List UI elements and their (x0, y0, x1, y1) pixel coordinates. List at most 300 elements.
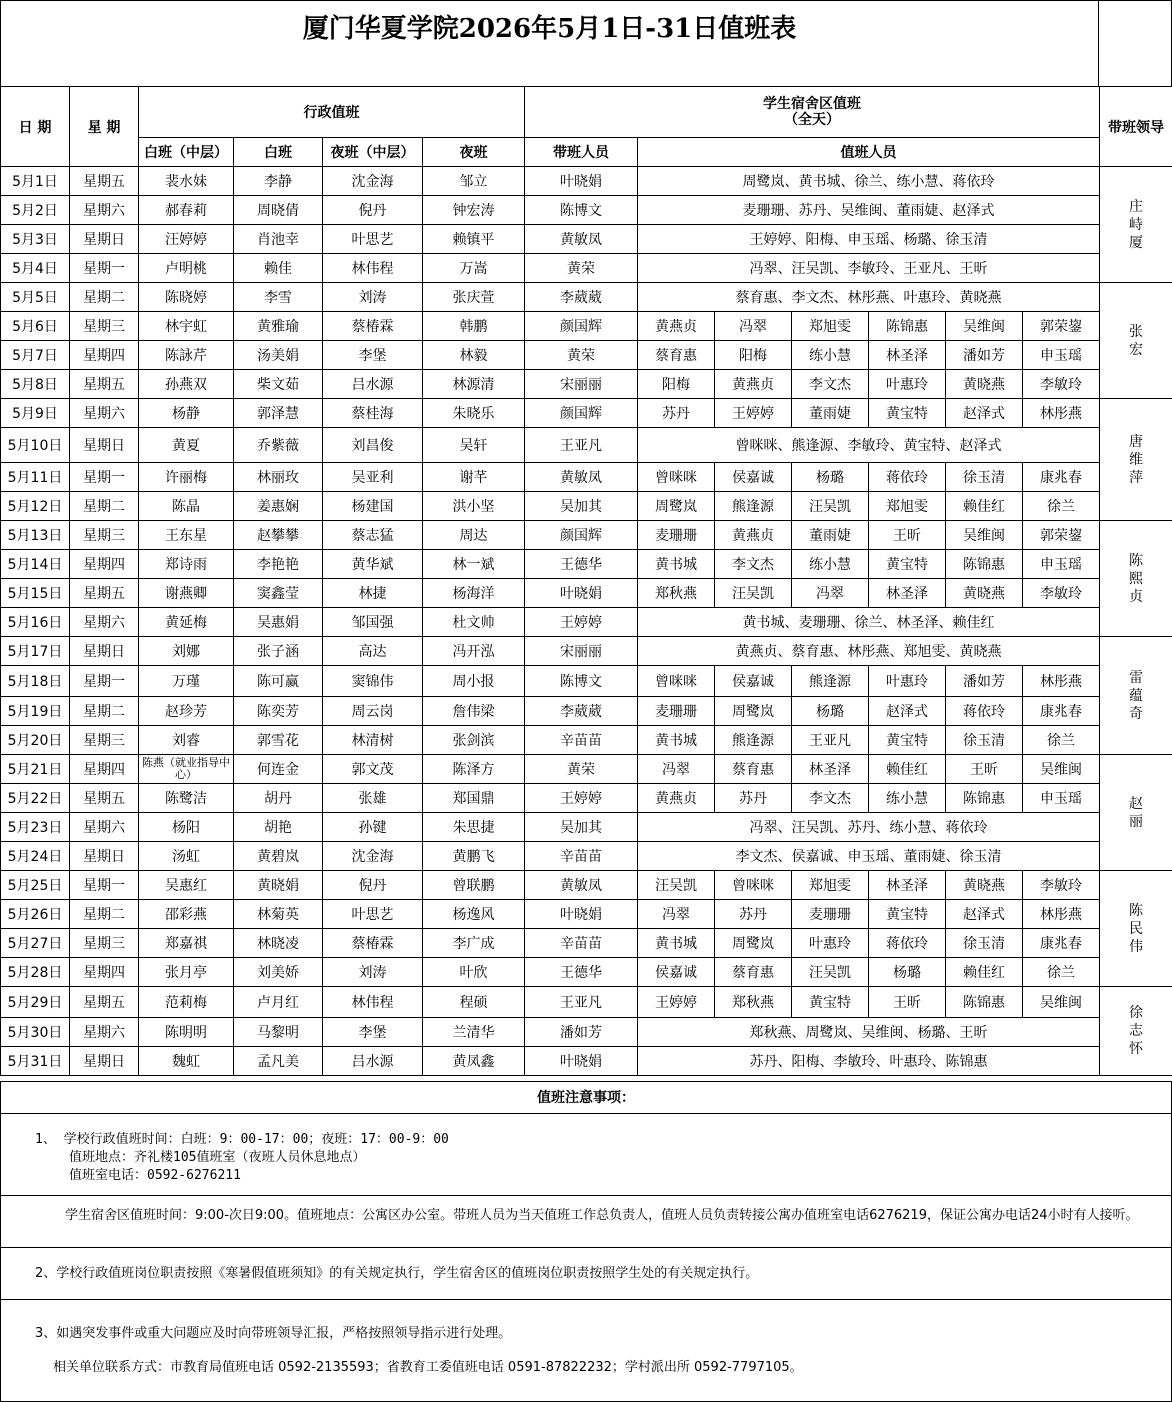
dorm-staff-cell: 陈锦惠 (869, 312, 946, 341)
header-dorm-title: 学生宿舍区值班 (763, 96, 861, 112)
dorm-lead-cell: 叶晓娟 (525, 1047, 638, 1076)
dorm-staff-cell: 郭荣鋆 (1023, 312, 1100, 341)
weekday-cell: 星期六 (70, 813, 139, 842)
day-cell: 郭雪花 (234, 726, 323, 755)
leader-cell (1100, 755, 1172, 871)
night-mid-cell: 刘涛 (323, 958, 423, 987)
leader-name: 徐志怀 (1129, 1005, 1144, 1057)
duty-row (1, 697, 1172, 726)
night-cell: 张庆萱 (423, 283, 525, 312)
weekday-cell: 星期一 (70, 254, 139, 283)
note-emergency-text: 3、如遇突发事件或重大问题应及时向带班领导汇报，严格按照领导指示进行处理。 (35, 1326, 512, 1341)
leader-name: 陈熙贞 (1129, 552, 1144, 605)
dorm-staff-cell: 陈锦惠 (946, 550, 1023, 579)
day-cell: 姜惠娴 (234, 492, 323, 521)
dorm-staff-cell: 黄宝特 (869, 550, 946, 579)
leader-cell (1100, 399, 1172, 521)
dorm-staff-cell: 王昕 (869, 521, 946, 550)
night-cell: 林一斌 (423, 550, 525, 579)
night-mid-cell: 邹国强 (323, 608, 423, 637)
day-cell: 赵攀攀 (234, 521, 323, 550)
dorm-staff-cell: 黄书城 (638, 929, 715, 958)
leader-name: 唐维萍 (1129, 433, 1144, 486)
night-mid-cell: 孙键 (323, 813, 423, 842)
night-mid-cell: 张雄 (323, 784, 423, 813)
note-admin-duty (0, 1113, 1172, 1196)
dorm-staff-cell: 汪吴凯 (792, 958, 869, 987)
dorm-staff-cell: 潘如芳 (946, 341, 1023, 370)
note-admin-time: 1、 学校行政值班时间：白班：9：00-17：00；夜班：17：00-9：00 (35, 1132, 449, 1147)
weekday-cell: 星期一 (70, 666, 139, 697)
duty-row (1, 463, 1172, 492)
dorm-staff-cell: 黄书城 (638, 550, 715, 579)
header-admin-duty: 行政值班 (139, 87, 525, 138)
dorm-staff-cell: 申玉瑶 (1023, 341, 1100, 370)
date-cell: 5月28日 (1, 958, 70, 987)
dorm-staff-cell: 徐玉清 (946, 929, 1023, 958)
dorm-staff-cell: 黄燕贞 (638, 784, 715, 813)
date-cell: 5月6日 (1, 312, 70, 341)
dorm-staff-cell: 蒋依玲 (946, 697, 1023, 726)
dorm-staff-cell: 熊逢源 (715, 726, 792, 755)
weekday-cell: 星期三 (70, 726, 139, 755)
weekday-cell: 星期日 (70, 225, 139, 254)
date-cell: 5月5日 (1, 283, 70, 312)
dorm-staff-cell: 黄燕贞 (715, 521, 792, 550)
night-mid-cell: 沈金海 (323, 842, 423, 871)
dorm-staff-cell: 徐玉清 (946, 726, 1023, 755)
note-responsibilities: 2、学校行政值班岗位职责按照《寒暑假值班须知》的有关规定执行，学生宿舍区的值班岗位职责按照学生处的有关规定执行。 (0, 1247, 1172, 1300)
date-cell: 5月14日 (1, 550, 70, 579)
night-cell: 黄凤鑫 (423, 1047, 525, 1076)
night-mid-cell: 周云岗 (323, 697, 423, 726)
date-cell: 5月9日 (1, 399, 70, 428)
day-mid-cell: 许丽梅 (139, 463, 234, 492)
leader-name: 张宏 (1129, 323, 1144, 358)
dorm-staff-cell: 赵泽式 (946, 399, 1023, 428)
dorm-staff-cell: 吴维闽 (946, 521, 1023, 550)
header-dorm-lead: 带班人员 (525, 138, 638, 167)
dorm-staff-cell: 申玉瑶 (1023, 550, 1100, 579)
dorm-staff-cell: 吴维闽 (1023, 987, 1100, 1018)
day-mid-cell: 刘睿 (139, 726, 234, 755)
dorm-staff-cell: 周鹭岚、黄书城、徐兰、练小慧、蒋依玲 (638, 167, 1100, 196)
leader-cell (1100, 521, 1172, 637)
weekday-cell: 星期日 (70, 637, 139, 666)
duty-row (1, 987, 1172, 1018)
night-cell: 杜文帅 (423, 608, 525, 637)
dorm-staff-cell: 李文杰 (715, 550, 792, 579)
duty-row (1, 254, 1172, 283)
dorm-staff-cell: 康兆春 (1023, 929, 1100, 958)
dorm-staff-cell: 练小慧 (792, 341, 869, 370)
dorm-staff-cell: 蔡育惠 (715, 755, 792, 784)
dorm-staff-cell: 郭荣鋆 (1023, 521, 1100, 550)
dorm-lead-cell: 王亚凡 (525, 428, 638, 463)
dorm-staff-cell: 王亚凡 (792, 726, 869, 755)
header-dorm-subtitle: （全天） (784, 112, 840, 128)
date-cell: 5月11日 (1, 463, 70, 492)
night-cell: 谢芊 (423, 463, 525, 492)
leader-cell (1100, 871, 1172, 987)
date-cell: 5月12日 (1, 492, 70, 521)
duty-row (1, 813, 1172, 842)
dorm-staff-cell: 黄晓燕 (946, 871, 1023, 900)
leader-cell (1100, 283, 1172, 399)
dorm-staff-cell: 李文杰 (792, 784, 869, 813)
dorm-staff-cell: 黄晓燕 (946, 370, 1023, 399)
night-cell: 周小报 (423, 666, 525, 697)
weekday-cell: 星期三 (70, 312, 139, 341)
duty-row (1, 492, 1172, 521)
day-cell: 陈奕芳 (234, 697, 323, 726)
day-mid-cell: 赵珍芳 (139, 697, 234, 726)
night-mid-cell: 高达 (323, 637, 423, 666)
dorm-staff-cell: 李文杰、侯嘉诚、申玉瑶、董雨婕、徐玉清 (638, 842, 1100, 871)
header-night: 夜班 (423, 138, 525, 167)
duty-row (1, 399, 1172, 428)
dorm-staff-cell: 叶惠玲 (869, 370, 946, 399)
dorm-staff-cell: 杨璐 (792, 697, 869, 726)
roster-title: 厦门华夏学院2026年5月1日-31日值班表 (0, 0, 1099, 87)
note-admin-phone: 值班室电话：0592-6276211 (69, 1168, 241, 1183)
dorm-staff-cell: 郑秋燕 (715, 987, 792, 1018)
night-cell: 林源清 (423, 370, 525, 399)
date-cell: 5月31日 (1, 1047, 70, 1076)
day-cell: 孟凡美 (234, 1047, 323, 1076)
night-mid-cell: 窦锦伟 (323, 666, 423, 697)
weekday-cell: 星期五 (70, 987, 139, 1018)
dorm-staff-cell: 徐玉清 (946, 463, 1023, 492)
date-cell: 5月24日 (1, 842, 70, 871)
night-cell: 周达 (423, 521, 525, 550)
duty-row (1, 225, 1172, 254)
night-mid-cell: 倪丹 (323, 871, 423, 900)
night-cell: 黄鹏飞 (423, 842, 525, 871)
weekday-cell: 星期五 (70, 579, 139, 608)
date-cell: 5月21日 (1, 755, 70, 784)
day-cell: 李艳艳 (234, 550, 323, 579)
dorm-staff-cell: 赖佳红 (869, 755, 946, 784)
dorm-staff-cell: 赵泽式 (946, 900, 1023, 929)
dorm-staff-cell: 王婷婷 (715, 399, 792, 428)
dorm-staff-cell: 冯翠 (715, 312, 792, 341)
night-cell: 吴轩 (423, 428, 525, 463)
night-cell: 兰清华 (423, 1018, 525, 1047)
duty-row (1, 167, 1172, 196)
dorm-staff-cell: 冯翠 (638, 755, 715, 784)
title-side-cell (1098, 0, 1172, 87)
night-cell: 邹立 (423, 167, 525, 196)
night-mid-cell: 吕水源 (323, 1047, 423, 1076)
leader-cell (1100, 987, 1172, 1076)
dorm-lead-cell: 李葳葳 (525, 283, 638, 312)
date-cell: 5月20日 (1, 726, 70, 755)
weekday-cell: 星期日 (70, 842, 139, 871)
dorm-staff-cell: 林圣泽 (869, 341, 946, 370)
header-dorm-staff: 值班人员 (638, 138, 1100, 167)
duty-row (1, 608, 1172, 637)
dorm-lead-cell: 吴加其 (525, 813, 638, 842)
weekday-cell: 星期三 (70, 929, 139, 958)
leader-name: 庄峙厦 (1129, 198, 1144, 251)
dorm-staff-cell: 汪吴凯 (638, 871, 715, 900)
dorm-staff-cell: 杨璐 (792, 463, 869, 492)
duty-row (1, 900, 1172, 929)
dorm-staff-cell: 周鹭岚 (715, 697, 792, 726)
header-night-mid: 夜班（中层） (323, 138, 423, 167)
dorm-staff-cell: 王婷婷 (638, 987, 715, 1018)
dorm-staff-cell: 林彤燕 (1023, 666, 1100, 697)
weekday-cell: 星期二 (70, 283, 139, 312)
night-mid-cell: 吴亚利 (323, 463, 423, 492)
dorm-lead-cell: 王亚凡 (525, 987, 638, 1018)
day-mid-cell: 陈詠芹 (139, 341, 234, 370)
dorm-lead-cell: 陈博文 (525, 666, 638, 697)
duty-row (1, 312, 1172, 341)
night-mid-cell: 倪丹 (323, 196, 423, 225)
dorm-lead-cell: 叶晓娟 (525, 167, 638, 196)
duty-row (1, 958, 1172, 987)
day-cell: 吴惠娟 (234, 608, 323, 637)
dorm-staff-cell: 李敏玲 (1023, 370, 1100, 399)
dorm-lead-cell: 陈博文 (525, 196, 638, 225)
dorm-lead-cell: 王婷婷 (525, 608, 638, 637)
date-cell: 5月10日 (1, 428, 70, 463)
dorm-staff-cell: 练小慧 (792, 550, 869, 579)
date-cell: 5月2日 (1, 196, 70, 225)
dorm-staff-cell: 徐兰 (1023, 492, 1100, 521)
duty-row (1, 637, 1172, 666)
dorm-staff-cell: 阳梅 (638, 370, 715, 399)
duty-row (1, 521, 1172, 550)
night-mid-cell: 蔡桂海 (323, 399, 423, 428)
dorm-staff-cell: 林彤燕 (1023, 399, 1100, 428)
night-cell: 詹伟梁 (423, 697, 525, 726)
day-cell: 刘美娇 (234, 958, 323, 987)
duty-row (1, 1018, 1172, 1047)
note-contacts: 相关单位联系方式：市教育局值班电话 0592-2135593；省教育工委值班电话 0591-87822232；学村派出所 0592-7797105。 (53, 1360, 803, 1375)
dorm-staff-cell: 郑秋燕、周鹭岚、吴维闽、杨璐、王昕 (638, 1018, 1100, 1047)
date-cell: 5月19日 (1, 697, 70, 726)
dorm-staff-cell: 林圣泽 (869, 871, 946, 900)
day-mid-cell: 裴水妹 (139, 167, 234, 196)
dorm-staff-cell: 熊逢源 (792, 666, 869, 697)
day-mid-cell: 汪婷婷 (139, 225, 234, 254)
night-mid-cell: 林伟程 (323, 987, 423, 1018)
day-mid-cell: 王东星 (139, 521, 234, 550)
dorm-staff-cell: 曾咪咪、熊逢源、李敏玲、黄宝特、赵泽式 (638, 428, 1100, 463)
day-mid-cell: 郝春莉 (139, 196, 234, 225)
night-cell: 朱晓乐 (423, 399, 525, 428)
night-mid-cell: 叶思艺 (323, 900, 423, 929)
dorm-staff-cell: 陈锦惠 (946, 987, 1023, 1018)
dorm-lead-cell: 王德华 (525, 958, 638, 987)
header-day: 白班 (234, 138, 323, 167)
dorm-lead-cell: 黄荣 (525, 254, 638, 283)
day-cell: 林丽玫 (234, 463, 323, 492)
night-mid-cell: 沈金海 (323, 167, 423, 196)
dorm-staff-cell: 李文杰 (792, 370, 869, 399)
leader-name: 陈民伟 (1129, 902, 1144, 955)
dorm-staff-cell: 陈锦惠 (946, 784, 1023, 813)
day-cell: 张子涵 (234, 637, 323, 666)
day-cell: 胡丹 (234, 784, 323, 813)
weekday-cell: 星期二 (70, 492, 139, 521)
duty-row (1, 283, 1172, 312)
duty-row (1, 196, 1172, 225)
night-cell: 杨海洋 (423, 579, 525, 608)
dorm-lead-cell: 宋丽丽 (525, 370, 638, 399)
dorm-staff-cell: 阳梅 (715, 341, 792, 370)
duty-row (1, 341, 1172, 370)
date-cell: 5月3日 (1, 225, 70, 254)
night-cell: 张剑滨 (423, 726, 525, 755)
weekday-cell: 星期六 (70, 1018, 139, 1047)
dorm-staff-cell: 叶惠玲 (792, 929, 869, 958)
day-mid-cell: 陈明明 (139, 1018, 234, 1047)
dorm-staff-cell: 徐兰 (1023, 726, 1100, 755)
dorm-staff-cell: 黄宝特 (869, 399, 946, 428)
leader-cell (1100, 167, 1172, 283)
weekday-cell: 星期六 (70, 608, 139, 637)
dorm-staff-cell: 曾咪咪 (638, 666, 715, 697)
date-cell: 5月29日 (1, 987, 70, 1018)
dorm-staff-cell: 苏丹 (715, 900, 792, 929)
dorm-staff-cell: 郑旭雯 (792, 871, 869, 900)
dorm-staff-cell: 蒋依玲 (869, 463, 946, 492)
night-cell: 林毅 (423, 341, 525, 370)
dorm-staff-cell: 曾咪咪 (715, 871, 792, 900)
day-cell: 马黎明 (234, 1018, 323, 1047)
day-cell: 汤美娟 (234, 341, 323, 370)
date-cell: 5月26日 (1, 900, 70, 929)
dorm-staff-cell: 郑旭雯 (869, 492, 946, 521)
day-mid-cell: 郑诗雨 (139, 550, 234, 579)
weekday-cell: 星期三 (70, 521, 139, 550)
weekday-cell: 星期五 (70, 370, 139, 399)
dorm-staff-cell: 麦珊珊 (792, 900, 869, 929)
duty-row (1, 842, 1172, 871)
header-date: 日 期 (1, 87, 70, 167)
note-dorm-text: 学生宿舍区值班时间：9:00-次日9:00。值班地点：公寓区办公室。带班人员为当天值班工作总负责人，值班人员负责转接公寓办值班室电话6276219，保证公寓办电话24小时有人接听。 (65, 1208, 1139, 1223)
dorm-staff-cell: 赵泽式 (869, 697, 946, 726)
night-mid-cell: 郭文茂 (323, 755, 423, 784)
duty-row (1, 871, 1172, 900)
day-cell: 何连金 (234, 755, 323, 784)
day-mid-cell: 汤虹 (139, 842, 234, 871)
date-cell: 5月13日 (1, 521, 70, 550)
dorm-lead-cell: 叶晓娟 (525, 579, 638, 608)
dorm-staff-cell: 黄燕贞 (638, 312, 715, 341)
date-cell: 5月15日 (1, 579, 70, 608)
dorm-staff-cell: 蔡育惠 (638, 341, 715, 370)
dorm-staff-cell: 苏丹 (638, 399, 715, 428)
dorm-staff-cell: 王昕 (946, 755, 1023, 784)
dorm-lead-cell: 叶晓娟 (525, 900, 638, 929)
dorm-staff-cell: 黄书城、麦珊珊、徐兰、林圣泽、赖佳红 (638, 608, 1100, 637)
dorm-lead-cell: 辛苗苗 (525, 842, 638, 871)
dorm-lead-cell: 潘如芳 (525, 1018, 638, 1047)
dorm-staff-cell: 侯嘉诚 (715, 666, 792, 697)
day-cell: 黄晓娟 (234, 871, 323, 900)
day-mid-cell: 杨阳 (139, 813, 234, 842)
dorm-lead-cell: 王德华 (525, 550, 638, 579)
day-mid-cell: 郑嘉祺 (139, 929, 234, 958)
dorm-staff-cell: 蔡育惠 (715, 958, 792, 987)
date-cell: 5月25日 (1, 871, 70, 900)
note-dorm-duty (0, 1195, 1172, 1248)
note-admin-location: 值班地点：齐礼楼105值班室（夜班人员休息地点） (69, 1150, 366, 1165)
day-mid-cell: 卢明桃 (139, 254, 234, 283)
night-cell: 朱思捷 (423, 813, 525, 842)
date-cell: 5月30日 (1, 1018, 70, 1047)
night-mid-cell: 李堡 (323, 341, 423, 370)
duty-row (1, 579, 1172, 608)
duty-row (1, 550, 1172, 579)
night-mid-cell: 李堡 (323, 1018, 423, 1047)
day-cell: 李雪 (234, 283, 323, 312)
dorm-staff-cell: 董雨婕 (792, 521, 869, 550)
dorm-staff-cell: 董雨婕 (792, 399, 869, 428)
night-cell: 洪小坚 (423, 492, 525, 521)
dorm-staff-cell: 苏丹、阳梅、李敏玲、叶惠玲、陈锦惠 (638, 1047, 1100, 1076)
dorm-staff-cell: 冯翠、汪吴凯、苏丹、练小慧、蒋依玲 (638, 813, 1100, 842)
dorm-staff-cell: 麦珊珊、苏丹、吴维闽、董雨婕、赵泽式 (638, 196, 1100, 225)
day-cell: 肖池幸 (234, 225, 323, 254)
day-mid-cell: 魏虹 (139, 1047, 234, 1076)
dorm-lead-cell: 黄荣 (525, 755, 638, 784)
dorm-lead-cell: 颜国辉 (525, 399, 638, 428)
day-mid-cell: 孙燕双 (139, 370, 234, 399)
weekday-cell: 星期四 (70, 958, 139, 987)
day-mid-cell: 陈燕（就业指导中心） (139, 755, 234, 784)
dorm-staff-cell: 赖佳红 (946, 492, 1023, 521)
date-cell: 5月16日 (1, 608, 70, 637)
day-cell: 林晓凌 (234, 929, 323, 958)
day-mid-cell: 陈晓婷 (139, 283, 234, 312)
day-cell: 赖佳 (234, 254, 323, 283)
night-cell: 韩鹏 (423, 312, 525, 341)
day-cell: 郭泽慧 (234, 399, 323, 428)
day-cell: 黄碧岚 (234, 842, 323, 871)
dorm-lead-cell: 颜国辉 (525, 521, 638, 550)
dorm-staff-cell: 侯嘉诚 (715, 463, 792, 492)
leader-name: 雷蕴奇 (1129, 669, 1144, 722)
dorm-staff-cell: 李敏玲 (1023, 871, 1100, 900)
dorm-lead-cell: 宋丽丽 (525, 637, 638, 666)
header-row-2 (1, 138, 1172, 167)
date-cell: 5月1日 (1, 167, 70, 196)
dorm-staff-cell: 冯翠 (792, 579, 869, 608)
day-cell: 黄雅瑜 (234, 312, 323, 341)
day-mid-cell: 范莉梅 (139, 987, 234, 1018)
dorm-staff-cell: 汪吴凯 (792, 492, 869, 521)
day-cell: 林菊英 (234, 900, 323, 929)
night-mid-cell: 蔡椿霖 (323, 312, 423, 341)
header-row-1 (1, 87, 1172, 138)
night-cell: 陈泽方 (423, 755, 525, 784)
dorm-staff-cell: 汪吴凯 (715, 579, 792, 608)
day-mid-cell: 陈晶 (139, 492, 234, 521)
night-mid-cell: 蔡椿霖 (323, 929, 423, 958)
dorm-lead-cell: 黄敏凤 (525, 871, 638, 900)
header-dorm-duty (525, 87, 1100, 138)
weekday-cell: 星期日 (70, 1047, 139, 1076)
dorm-staff-cell: 叶惠玲 (869, 666, 946, 697)
dorm-staff-cell: 李敏玲 (1023, 579, 1100, 608)
dorm-staff-cell: 周鹭岚 (715, 929, 792, 958)
